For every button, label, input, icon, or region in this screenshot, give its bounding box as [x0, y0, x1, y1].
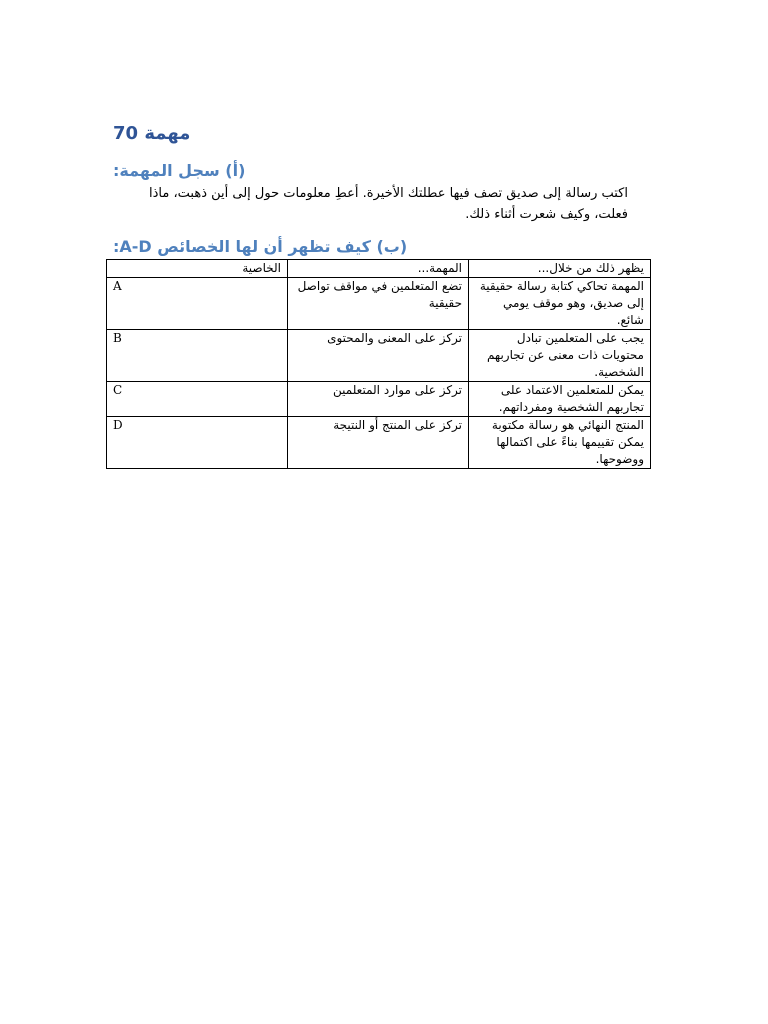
table-row — [107, 278, 651, 330]
cell-task: تضع المتعلمين في مواقف تواصل حقيقية — [288, 278, 469, 330]
cell-task: تركز على موارد المتعلمين — [288, 382, 469, 417]
section-a-heading: (أ) سجل المهمة: — [113, 161, 246, 180]
cell-property: A — [107, 278, 288, 330]
header-property: الخاصية — [107, 260, 288, 278]
cell-task: تركز على المنتج أو النتيجة — [288, 417, 469, 469]
header-evidence: يظهر ذلك من خلال... — [469, 260, 651, 278]
task-instructions — [113, 183, 628, 225]
cell-evidence: المهمة تحاكي كتابة رسالة حقيقية إلى صديق، وهو موقف يومي شائع. — [469, 278, 651, 330]
table-row — [107, 417, 651, 469]
instructions-line-1: اكتب رسالة إلى صديق تصف فيها عطلتك الأخيرة. أعطِ معلومات حول إلى أين ذهبت، ماذا — [149, 186, 628, 201]
properties-table — [106, 259, 651, 469]
cell-task: تركز على المعنى والمحتوى — [288, 330, 469, 382]
cell-property: C — [107, 382, 288, 417]
cell-evidence: يمكن للمتعلمين الاعتماد على تجاربهم الشخصية ومفرداتهم. — [469, 382, 651, 417]
cell-evidence: المنتج النهائي هو رسالة مكتوبة يمكن تقييمها بناءً على اكتمالها ووضوحها. — [469, 417, 651, 469]
section-b-heading: (ب) كيف تظهر أن لها الخصائص A-D: — [113, 237, 408, 256]
page-title-text: مهمة 70 — [113, 123, 191, 144]
table-row — [107, 330, 651, 382]
header-task: المهمة... — [288, 260, 469, 278]
cell-property: B — [107, 330, 288, 382]
page-title — [113, 122, 190, 146]
cell-evidence: يجب على المتعلمين تبادل محتويات ذات معنى عن تجاربهم الشخصية. — [469, 330, 651, 382]
table-header-row — [107, 260, 651, 278]
instructions-line-2: فعلت، وكيف شعرت أثناء ذلك. — [465, 207, 628, 222]
cell-property: D — [107, 417, 288, 469]
table-row — [107, 382, 651, 417]
